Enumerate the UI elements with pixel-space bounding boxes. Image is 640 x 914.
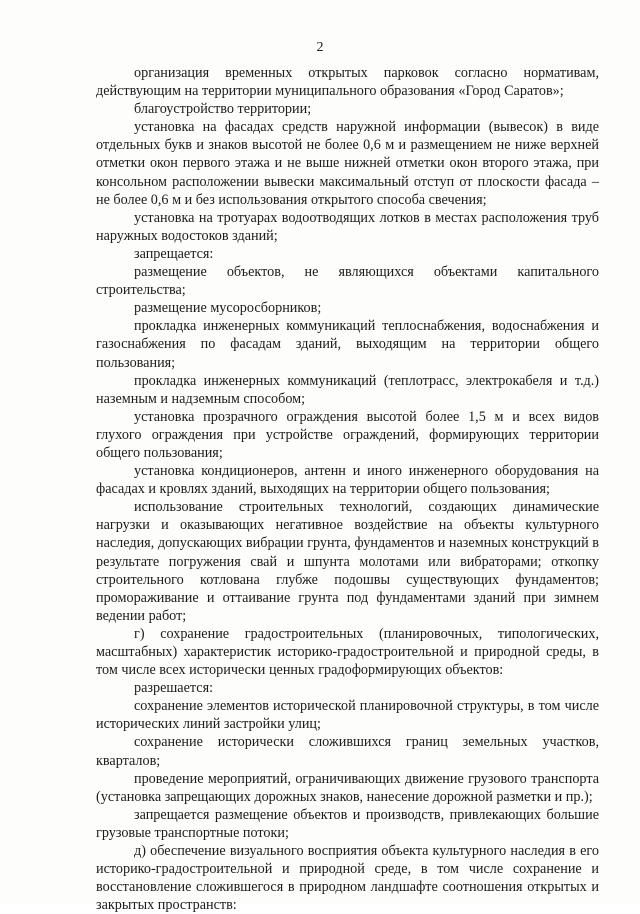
paragraph-parking: организация временных открытых парковок согласно нормативам, действующим на территории муниципального образования «Город Саратов»; [96,65,599,100]
paragraph-overhead-utilities: прокладка инженерных коммуникаций (теплотрасс, электрокабеля и т.д.) наземным и надземным способом; [96,372,599,407]
paragraph-landscaping: благоустройство территории; [134,101,312,118]
paragraph-fences: установка прозрачного ограждения высотой более 1,5 м и всех видов глухого ограждения при устройстве ограждений, формирующих территории общего пользования; [96,408,599,461]
paragraph-facade-utilities: прокладка инженерных коммуникаций теплоснабжения, водоснабжения и газоснабжения по фасадам зданий, выходящим на территории общего пользования; [96,318,599,371]
document-body [96,64,599,914]
paragraph-heavy-facilities: запрещается размещение объектов и производств, привлекающих большие грузовые транспортные потоки; [96,806,599,841]
paragraph-noncapital-objects: размещение объектов, не являющихся объектами капитального строительства; [96,264,599,299]
paragraph-air-conditioners: установка кондиционеров, антенн и иного инженерного оборудования на фасадах и кровлях зданий, выходящих на территории общего пользования; [96,463,599,498]
paragraph-signage: установка на фасадах средств наружной информации (вывесок) в виде отдельных букв и знаков высотой не более 0,6 м и размещением не ниже верхней отметки окон первого этажа и не выше нижней отметки окон второго этажа, при консольном расположении вывески максимальный отступ от плоскости фасада – не более 0,6 м и без использования открытого способа свечения; [96,119,599,208]
paragraph-truck-traffic: проведение мероприятий, ограничивающих движение грузового транспорта (установка запрещающих дорожных знаков, нанесение дорожной разметки и пр.); [96,770,599,805]
paragraph-waste-bins: размещение мусоросборников; [134,300,322,317]
paragraph-drainage-trays: установка на тротуарах водоотводящих лотков в местах расположения труб наружных водостоков зданий; [96,209,599,244]
paragraph-planning-structure: сохранение элементов исторической планировочной структуры, в том числе исторических линий застройки улиц; [96,698,599,733]
paragraph-construction-tech: использование строительных технологий, создающих динамические нагрузки и оказывающих негативное воздействие на объекты культурного наследия, допускающих вибрации грунта, фундаментов и наземных конструкций в результате погружения свай и шпунта молотами или вибраторами; откопку строительного котлована глубже подошвы существующих фундаментов; промораживание и оттаивание грунта под фундаментами зданий при зимнем ведении работ; [96,499,599,624]
paragraph-allowed-heading: разрешается: [134,680,214,697]
paragraph-section-g: г) сохранение градостроительных (планировочных, типологических, масштабных) характеристик историко-градостроительной и природной среды, в том числе всех исторически ценных градоформирующих объектов: [96,625,599,679]
paragraph-section-d: д) обеспечение визуального восприятия объекта культурного наследия в его историко-градостроительной и природной среде, в том числе сохранение и восстановление сложившегося в природном ландшафте соотношения открытых и закрытых пространств: [96,843,599,914]
paragraph-land-boundaries: сохранение исторически сложившихся границ земельных участков, кварталов; [96,734,599,769]
paragraph-prohibited-heading: запрещается: [134,245,214,262]
page-number: 2 [316,40,324,55]
